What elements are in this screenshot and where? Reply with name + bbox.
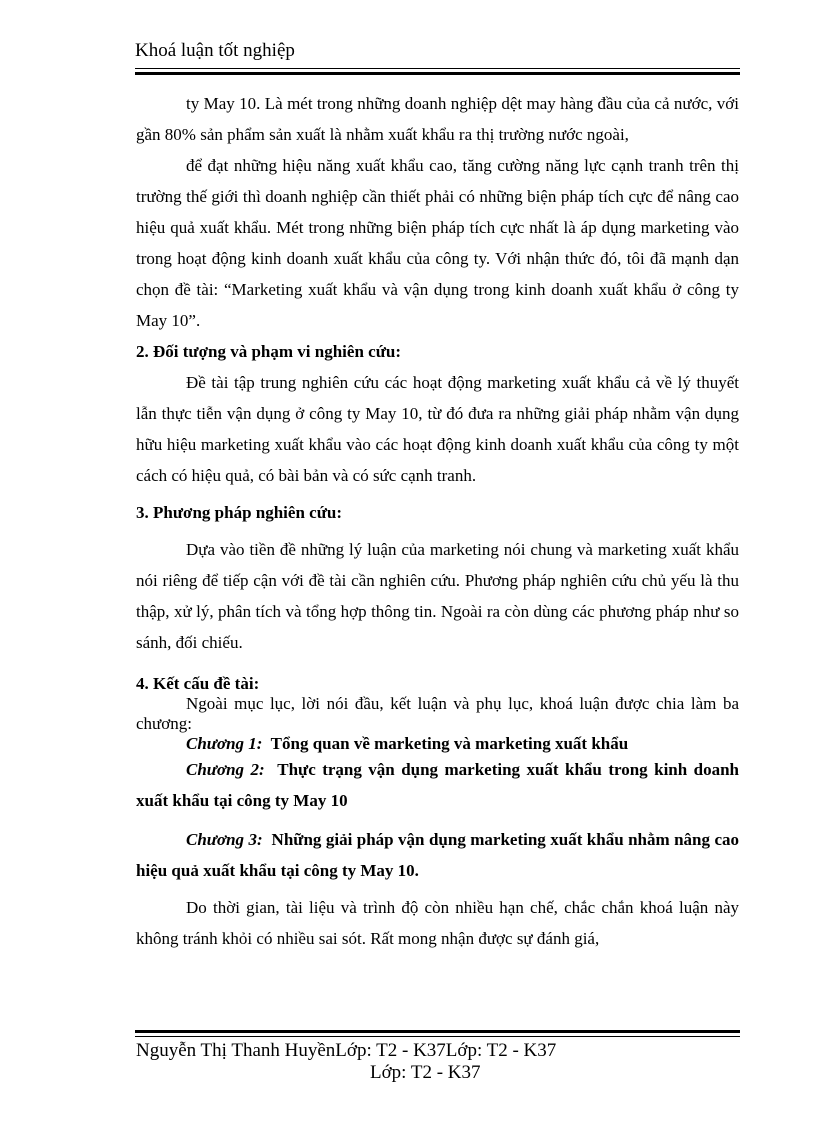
chapter-1-title: Tổng quan về marketing và marketing xuất khẩu <box>270 734 629 753</box>
heading-method: 3. Phương pháp nghiên cứu: <box>136 503 343 522</box>
paragraph-method: Dựa vào tiền đề những lý luận của marketing nói chung và marketing xuất khẩu nói riêng để tiếp cận với đề tài cần nghiên cứu. Phương pháp nghiên cứu chủ yếu là thu thập, xử lý, phân tích và tổng hợp thông tin. Ngoài ra còn dùng các phương pháp như so sánh, đối chiếu. <box>136 540 739 652</box>
paragraph-intro-continued: ty May 10. Là mét trong những doanh nghiệp dệt may hàng đầu của cả nước, với gần 80% sản phẩm sản xuất là nhằm xuất khẩu ra thị trường nước ngoài, <box>136 94 739 144</box>
chapter-3-label: Chương 3: <box>186 830 263 849</box>
footer-rule-thick <box>135 1030 740 1033</box>
page-header-title: Khoá luận tốt nghiệp <box>135 40 295 61</box>
chapter-2-label: Chương 2: <box>186 760 265 779</box>
paragraph-closing: Do thời gian, tài liệu và trình độ còn nhiều hạn chế, chắc chắn khoá luận này không tránh khỏi có nhiều sai sót. Rất mong nhận được sự đánh giá, <box>136 898 739 948</box>
paragraph-scope: Đề tài tập trung nghiên cứu các hoạt động marketing xuất khẩu cả về lý thuyết lẫn thực tiễn vận dụng ở công ty May 10, từ đó đưa ra những giải pháp nhằm vận dụng hữu hiệu marketing xuất khẩu vào các hoạt động kinh doanh xuất khẩu của công ty một cách có hiệu quả, có bài bản và có sức cạnh tranh. <box>136 373 739 485</box>
chapter-1-label: Chương 1: <box>186 734 263 753</box>
chapter-3-title: Những giải pháp vận dụng marketing xuất khẩu nhằm nâng cao hiệu quả xuất khẩu tại công ty May 10. <box>136 830 739 880</box>
footer-rule-thin <box>135 1036 740 1037</box>
header-rule-thick <box>135 72 740 75</box>
footer-class: Lớp: T2 - K37 <box>370 1062 481 1083</box>
chapter-3 <box>136 824 739 886</box>
footer-author-class: Nguyễn Thị Thanh HuyềnLớp: T2 - K37Lớp: T2 - K37 <box>136 1040 557 1061</box>
header-rule-thin <box>135 68 740 69</box>
heading-scope: 2. Đối tượng và phạm vi nghiên cứu: <box>136 342 402 361</box>
chapter-1 <box>136 734 739 754</box>
chapter-2 <box>136 754 739 816</box>
paragraph-structure: Ngoài mục lục, lời nói đầu, kết luận và phụ lục, khoá luận được chia làm ba chương: <box>136 694 739 733</box>
document-body <box>136 88 739 954</box>
chapter-2-title: Thực trạng vận dụng marketing xuất khẩu trong kinh doanh xuất khẩu tại công ty May 10 <box>136 760 739 810</box>
paragraph-rationale: để đạt những hiệu năng xuất khẩu cao, tăng cường năng lực cạnh tranh trên thị trường thế giới thì doanh nghiệp cần thiết phải có những biện pháp tích cực để nâng cao hiệu quả xuất khẩu. Mét trong những biện pháp tích cực nhất là áp dụng marketing vào trong hoạt động kinh doanh xuất khẩu của công ty. Với nhận thức đó, tôi đã mạnh dạn chọn đề tài: “Marketing xuất khẩu và vận dụng trong kinh doanh xuất khẩu ở công ty May 10”. <box>136 156 739 330</box>
heading-structure: 4. Kết cấu đề tài: <box>136 674 260 693</box>
